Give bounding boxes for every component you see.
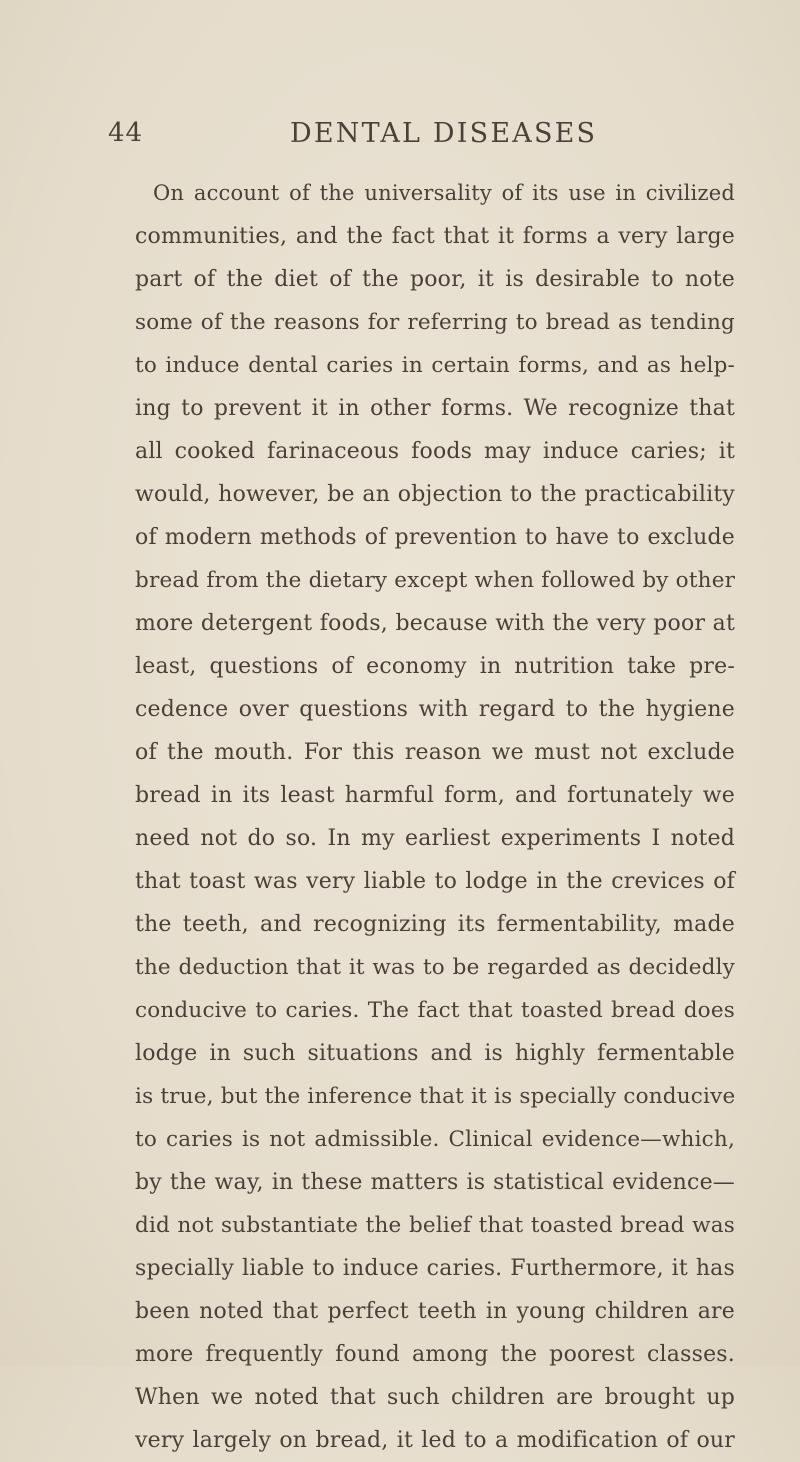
text-line: very largely on bread, it led to a modification of our — [135, 1428, 735, 1453]
text-line: lodge in such situations and is highly fermentable — [135, 1041, 735, 1066]
text-line: would, however, be an objection to the practicability — [135, 482, 735, 507]
body-paragraph — [135, 172, 735, 1462]
text-line: the teeth, and recognizing its fermentability, made — [135, 912, 735, 937]
page-number: 44 — [108, 118, 144, 148]
text-line: ing to prevent it in other forms. We recognize that — [135, 396, 735, 421]
text-line: did not substantiate the belief that toasted bread was — [135, 1213, 735, 1238]
text-line: is true, but the inference that it is specially conducive — [135, 1084, 736, 1109]
text-line: bread in its least harmful form, and fortunately we — [135, 783, 735, 808]
running-title: DENTAL DISEASES — [290, 118, 598, 149]
text-line: that toast was very liable to lodge in the crevices of — [135, 869, 735, 894]
text-line: part of the diet of the poor, it is desirable to note — [135, 267, 735, 292]
text-line: been noted that perfect teeth in young children are — [135, 1299, 735, 1324]
text-line: bread from the dietary except when followed by other — [135, 568, 736, 593]
text-line: communities, and the fact that it forms a very large — [135, 224, 735, 249]
text-line: On account of the universality of its use in civilized — [153, 181, 735, 205]
text-line: by the way, in these matters is statistical evidence— — [135, 1170, 735, 1195]
text-line: some of the reasons for referring to bread as tending — [135, 310, 735, 335]
text-line: more frequently found among the poorest classes. — [135, 1342, 735, 1367]
text-line: need not do so. In my earliest experiments I noted — [135, 826, 735, 851]
text-line: cedence over questions with regard to the hygiene — [135, 697, 735, 722]
text-line: conducive to caries. The fact that toasted bread does — [135, 998, 735, 1023]
text-line: of modern methods of prevention to have to exclude — [135, 525, 735, 550]
text-line: more detergent foods, because with the very poor at — [135, 611, 735, 636]
text-line: the deduction that it was to be regarded as decidedly — [135, 955, 735, 980]
text-line: least, questions of economy in nutrition take pre- — [135, 654, 735, 679]
text-line: to induce dental caries in certain forms, and as help- — [135, 353, 735, 378]
text-line: of the mouth. For this reason we must not exclude — [135, 740, 735, 765]
text-line: specially liable to induce caries. Furthermore, it has — [135, 1256, 735, 1281]
text-line: all cooked farinaceous foods may induce caries; it — [135, 439, 735, 464]
text-line: When we noted that such children are brought up — [135, 1385, 735, 1410]
text-line: to caries is not admissible. Clinical evidence—which, — [135, 1127, 735, 1152]
running-head — [0, 118, 800, 158]
